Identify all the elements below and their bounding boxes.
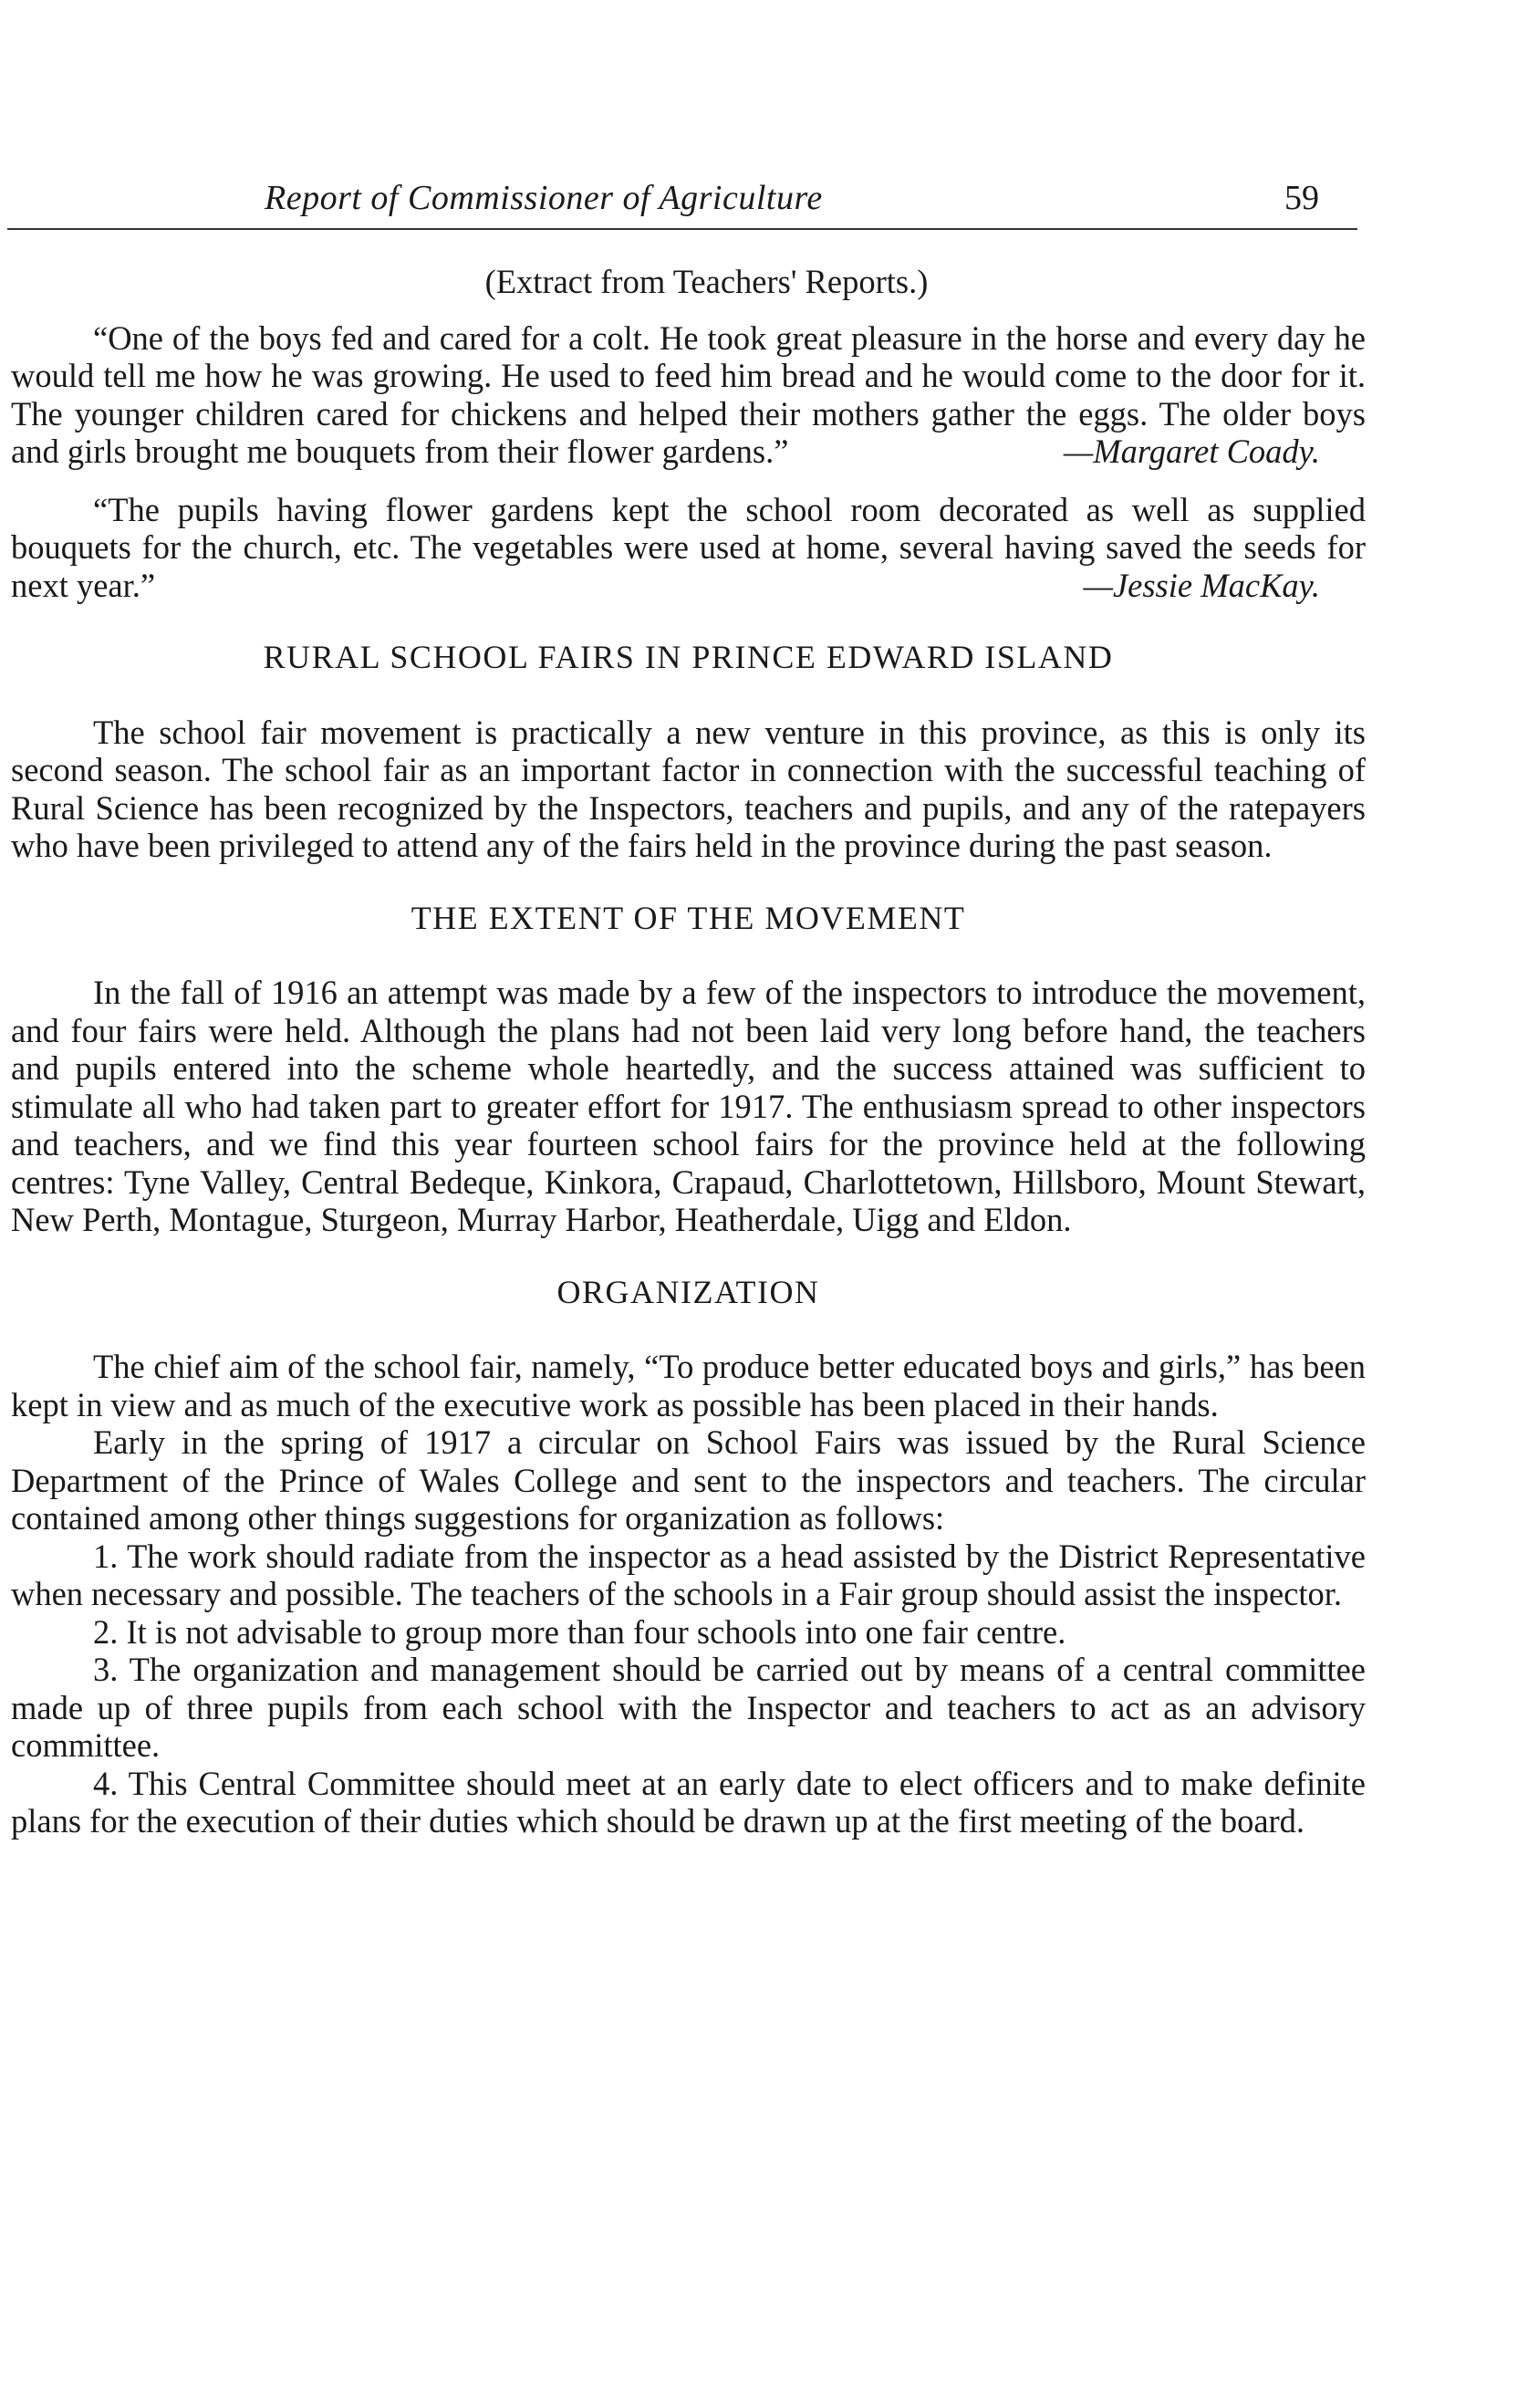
header-rule <box>7 228 1357 230</box>
section-heading-rural-school-fairs: RURAL SCHOOL FAIRS IN PRINCE EDWARD ISLAND <box>263 639 1114 675</box>
quote-block <box>11 491 1366 605</box>
quote-block <box>11 319 1366 471</box>
page-number: 59 <box>1284 179 1319 217</box>
list-item: 1. The work should radiate from the inspector as a head assisted by the District Representative when necessary and possible. The teachers of the schools in a Fair group should assist the inspector. <box>11 1537 1366 1612</box>
quote-signature: —Margaret Coady. <box>1063 433 1320 470</box>
quote-text <box>11 319 1366 471</box>
list-item: 3. The organization and management should be carried out by means of a central committee made up of three pupils from each school with the Inspector and teachers to act as an advisory committee. <box>11 1651 1366 1764</box>
section-paragraph: In the fall of 1916 an attempt was made by a few of the inspectors to introduce the movement, and four fairs were held. Although the plans had not been laid very long before hand, the teachers and pupils entered into the scheme whole heartedly, and the success attained was sufficient to stimulate all who had taken part to greater effort for 1917. The enthusiasm spread to other inspectors and teachers, and we find this year fourteen school fairs for the province held at the following centres: Tyne Valley, Central Bedeque, Kinkora, Crapaud, Charlottetown, Hillsboro, Mount Stewart, New Perth, Montague, Sturgeon, Murray Harbor, Heatherdale, Uigg and Eldon. <box>11 974 1366 1238</box>
running-title: Report of Commissioner of Agriculture <box>265 179 823 217</box>
section-paragraph: The chief aim of the school fair, namely, “To produce better educated boys and girls,” has been kept in view and as much of the executive work as possible has been placed in their hands. <box>11 1348 1366 1423</box>
quote-signature: —Jessie MacKay. <box>1083 566 1320 604</box>
quote-text <box>11 491 1366 605</box>
list-item: 2. It is not advisable to group more than four schools into one fair centre. <box>93 1612 1066 1651</box>
quote-body: “The pupils having flower gardens kept the school room decorated as well as supplied bouquets for the church, etc. The vegetables were used at home, several having saved the seeds for next year.” <box>11 490 1366 604</box>
extract-heading: (Extract from Teachers' Reports.) <box>484 263 929 300</box>
body-text <box>11 263 1366 1840</box>
running-header <box>0 178 1528 233</box>
section-paragraph: The school fair movement is practically a new venture in this province, as this is only its second season. The school fair as an important factor in connection with the successful teaching of Rural Science has been recognized by the Inspectors, teachers and pupils, and any of the ratepayers who have been privileged to attend any of the fairs held in the province during the past season. <box>11 713 1366 864</box>
section-paragraph: Early in the spring of 1917 a circular on School Fairs was issued by the Rural Science Department of the Prince of Wales College and sent to the inspectors and teachers. The circular contained among other things suggestions for organization as follows: <box>11 1423 1366 1537</box>
section-heading-extent: THE EXTENT OF THE MOVEMENT <box>411 899 966 936</box>
list-item: 4. This Central Committee should meet at an early date to elect officers and to make definite plans for the execution of their duties which should be drawn up at the first meeting of the board. <box>11 1764 1366 1840</box>
section-heading-organization: ORGANIZATION <box>556 1273 820 1310</box>
quote-body: “One of the boys fed and cared for a colt. He took great pleasure in the horse and every day he would tell me how he was growing. He used to feed him bread and he would come to the door for it. The younger children cared for chickens and helped their mothers gather the eggs. The older boys and girls brought me bouquets from their flower gardens.” <box>11 318 1366 470</box>
